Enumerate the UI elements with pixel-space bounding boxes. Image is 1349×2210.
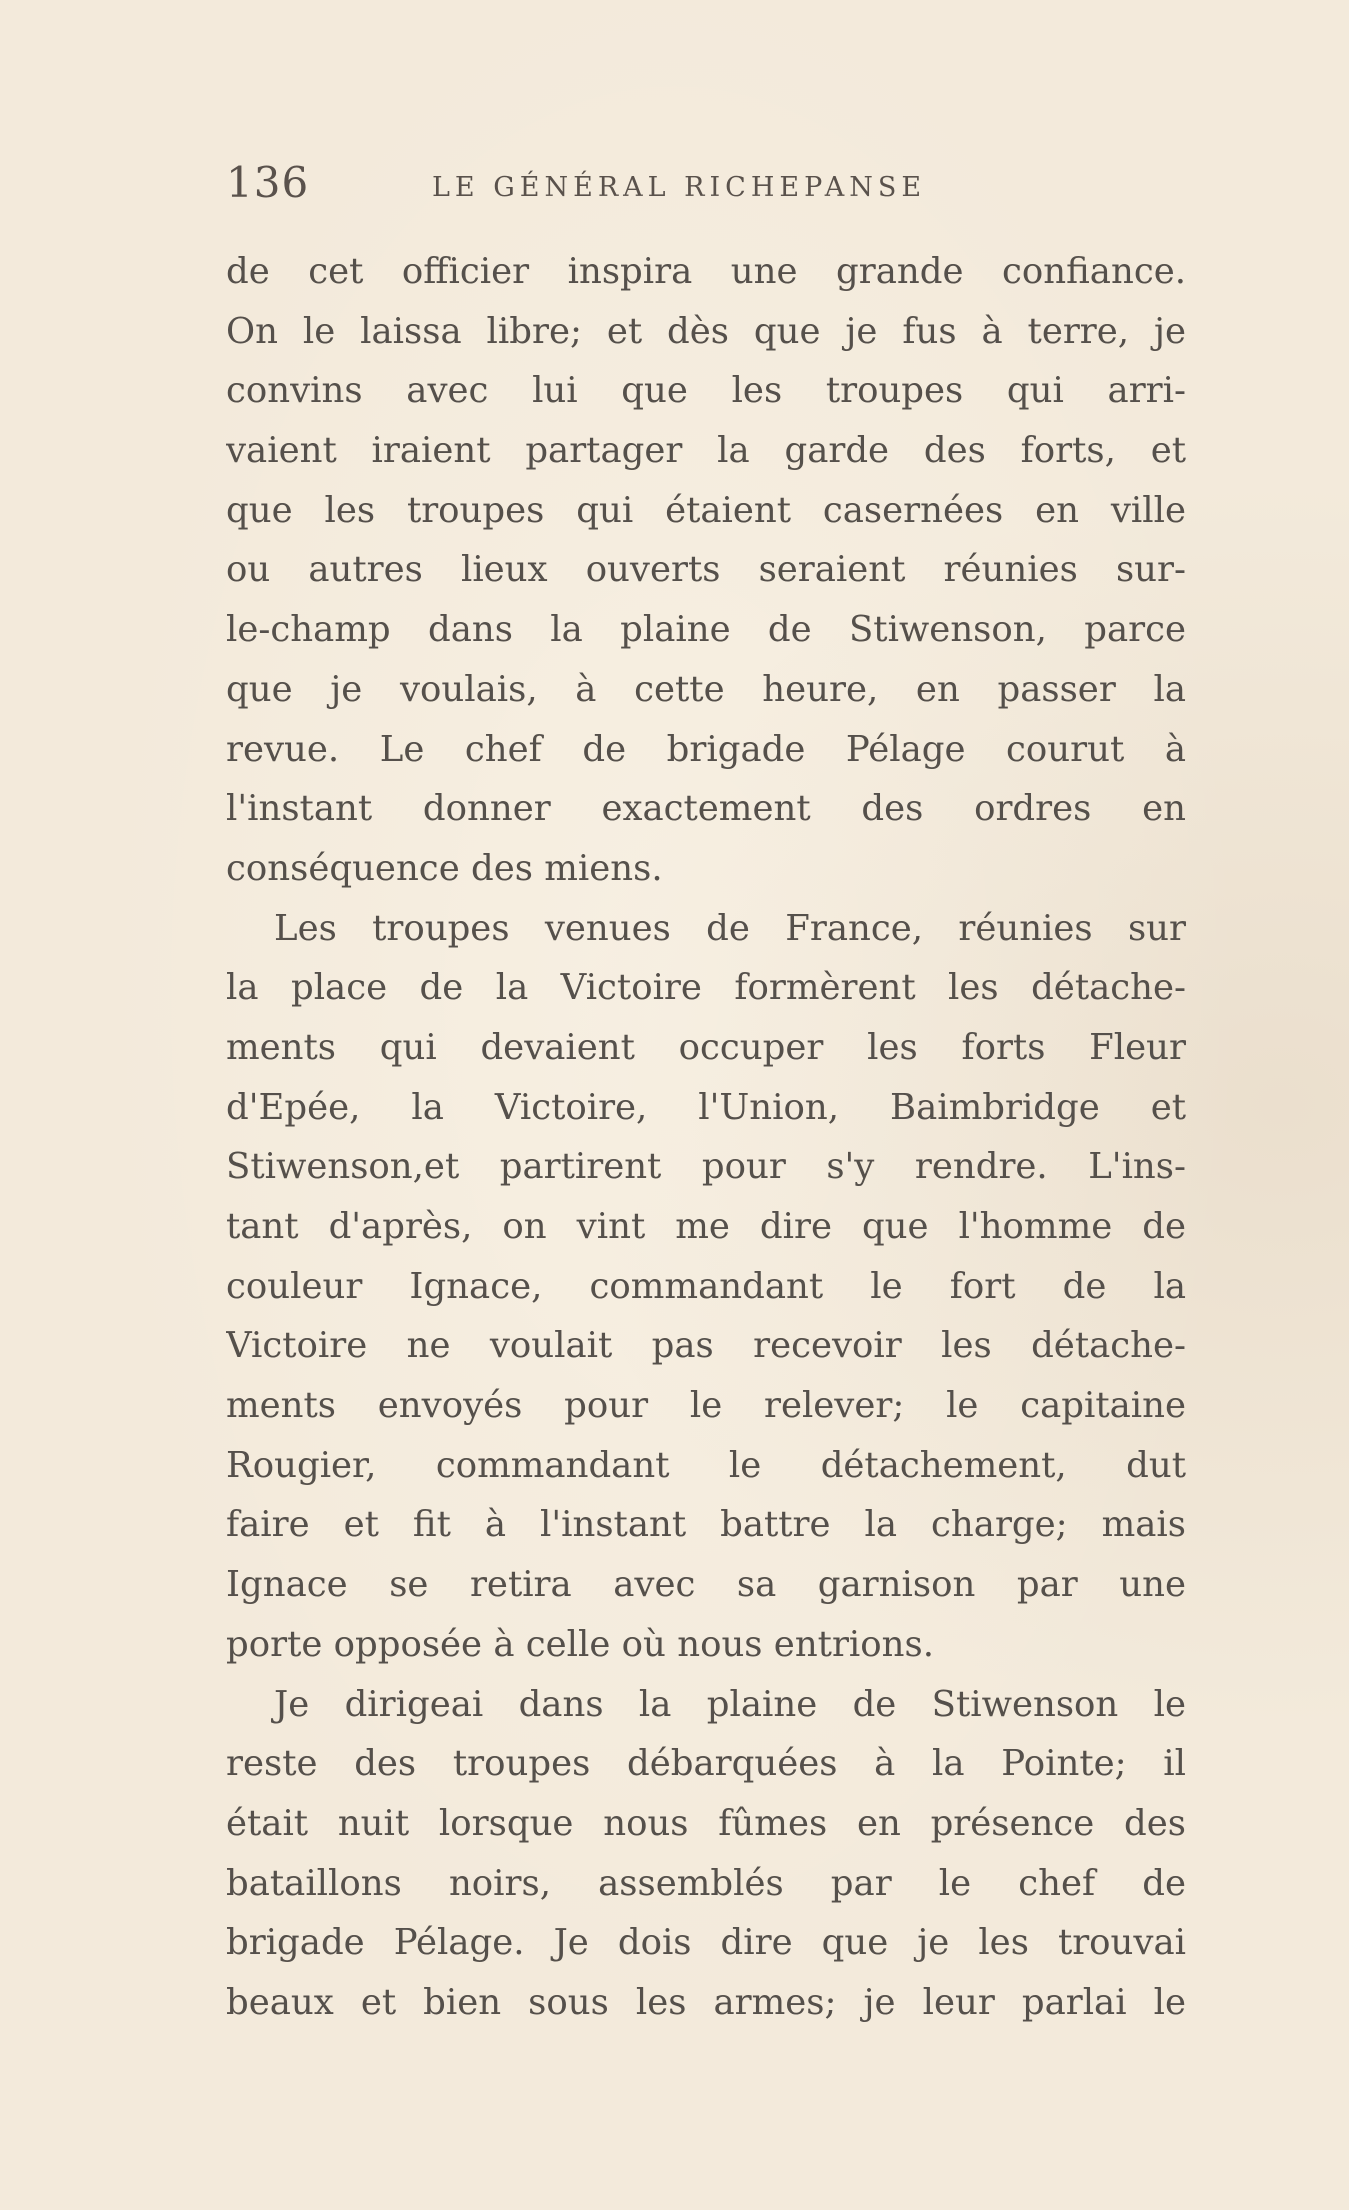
text-line: ments envoyés pour le relever; le capitaine: [226, 1385, 1186, 1427]
text-line: beaux et bien sous les armes; je leur parlai le: [226, 1981, 1186, 2023]
text-line: Rougier, commandant le détachement, dut: [226, 1444, 1186, 1486]
text-line: reste des troupes débarquées à la Pointe; il: [226, 1743, 1186, 1785]
text-line: vaient iraient partager la garde des forts, et: [226, 430, 1186, 472]
page-header: [226, 158, 1186, 218]
page-number: 136: [226, 158, 310, 207]
text-line: porte opposée à celle où nous entrions.: [226, 1623, 935, 1665]
text-line: ou autres lieux ouverts seraient réunies sur-: [226, 549, 1186, 591]
text-line: que les troupes qui étaient casernées en ville: [226, 489, 1186, 531]
text-line: bataillons noirs, assemblés par le chef de: [226, 1862, 1186, 1904]
text-line: que je voulais, à cette heure, en passer la: [226, 668, 1186, 710]
text-line: le-champ dans la plaine de Stiwenson, parce: [226, 609, 1186, 651]
text-line: Les troupes venues de France, réunies sur: [274, 907, 1186, 949]
running-title: LE GÉNÉRAL RICHEPANSE: [432, 172, 927, 203]
text-line: revue. Le chef de brigade Pélage courut à: [226, 728, 1186, 770]
text-line: conséquence des miens.: [226, 847, 663, 889]
text-line: de cet officier inspira une grande confiance.: [226, 251, 1186, 292]
text-line: Ignace se retira avec sa garnison par une: [226, 1564, 1186, 1606]
text-line: faire et fit à l'instant battre la charge; mais: [226, 1504, 1186, 1546]
text-line: Stiwenson,et partirent pour s'y rendre. L'ins-: [226, 1146, 1186, 1188]
text-line: Victoire ne voulait pas recevoir les détache-: [226, 1325, 1186, 1367]
text-line: couleur Ignace, commandant le fort de la: [226, 1265, 1186, 1307]
text-line: d'Epée, la Victoire, l'Union, Baimbridge et: [226, 1086, 1186, 1128]
text-line: était nuit lorsque nous fûmes en présence des: [226, 1802, 1186, 1844]
text-line: Je dirigeai dans la plaine de Stiwenson le: [274, 1683, 1186, 1725]
text-line: brigade Pélage. Je dois dire que je les trouvai: [226, 1922, 1186, 1964]
text-line: la place de la Victoire formèrent les détache-: [226, 967, 1186, 1009]
body-text: [226, 242, 1186, 2033]
text-line: ments qui devaient occuper les forts Fleur: [226, 1026, 1186, 1068]
text-line: l'instant donner exactement des ordres en: [226, 788, 1186, 830]
text-line: tant d'après, on vint me dire que l'homme de: [226, 1206, 1186, 1247]
text-line: convins avec lui que les troupes qui arri-: [226, 370, 1186, 412]
text-line: On le laissa libre; et dès que je fus à terre, je: [226, 310, 1186, 352]
